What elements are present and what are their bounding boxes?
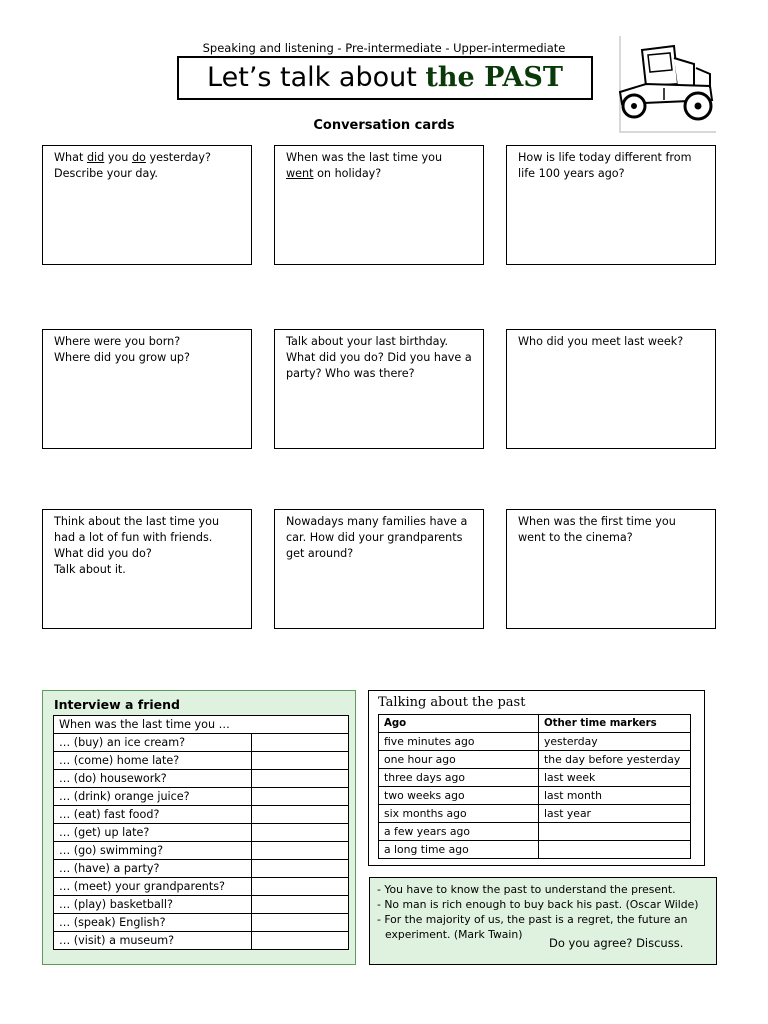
- table-row: [379, 805, 691, 823]
- page-title: [177, 62, 593, 93]
- card-line: Who did you meet last week?: [518, 335, 684, 348]
- table-row: [379, 733, 691, 751]
- table-row: [379, 823, 691, 841]
- card-line: What did you do yesterday?: [54, 151, 211, 164]
- subtitle: Speaking and listening - Pre-intermediate - Upper-intermediate: [202, 41, 566, 55]
- conversation-card: [506, 145, 716, 265]
- time-marker-cell: [539, 841, 691, 859]
- table-row: [54, 752, 349, 770]
- card-line: Nowadays many families have a: [286, 515, 468, 528]
- card-line: went to the cinema?: [518, 531, 633, 544]
- time-marker-cell: the day before yesterday: [539, 751, 691, 769]
- card-line: What did you do? Did you have a: [286, 351, 472, 364]
- quote-line: experiment. (Mark Twain): [385, 928, 523, 941]
- table-row: [379, 751, 691, 769]
- card-line: party? Who was there?: [286, 367, 415, 380]
- quote-line: - No man is rich enough to buy back his past. (Oscar Wilde): [377, 898, 699, 911]
- table-row: [379, 787, 691, 805]
- table-row: [54, 896, 349, 914]
- conversation-card: [506, 329, 716, 449]
- ago-cell: two weeks ago: [379, 787, 539, 805]
- card-line: How is life today different from: [518, 151, 692, 164]
- quote-line: - For the majority of us, the past is a regret, the future an: [377, 913, 688, 926]
- interview-question: … (get) up late?: [54, 824, 252, 842]
- card-line: Think about the last time you: [54, 515, 220, 528]
- table-row: [379, 841, 691, 859]
- quote-line: - You have to know the past to understand the present.: [377, 883, 676, 896]
- answer-cell: [252, 788, 349, 806]
- time-marker-cell: last month: [539, 787, 691, 805]
- card-line: life 100 years ago?: [518, 167, 625, 180]
- answer-cell: [252, 842, 349, 860]
- table-row: [379, 769, 691, 787]
- answer-cell: [252, 860, 349, 878]
- conversation-card: [274, 329, 484, 449]
- answer-cell: [252, 734, 349, 752]
- ago-cell: one hour ago: [379, 751, 539, 769]
- ago-cell: a few years ago: [379, 823, 539, 841]
- interview-question: … (meet) your grandparents?: [54, 878, 252, 896]
- interview-title: Interview a friend: [54, 697, 180, 712]
- interview-question: … (have) a party?: [54, 860, 252, 878]
- card-line: What did you do?: [54, 547, 152, 560]
- card-line: When was the first time you: [518, 515, 676, 528]
- answer-cell: [252, 932, 349, 950]
- card-line: car. How did your grandparents: [286, 531, 463, 544]
- answer-cell: [252, 914, 349, 932]
- conversation-card: [506, 509, 716, 629]
- card-line: Where did you grow up?: [54, 351, 190, 364]
- answer-cell: [252, 770, 349, 788]
- table-row: [54, 788, 349, 806]
- interview-question: … (speak) English?: [54, 914, 252, 932]
- table-row: [54, 860, 349, 878]
- interview-question: … (drink) orange juice?: [54, 788, 252, 806]
- interview-question: … (come) home late?: [54, 752, 252, 770]
- ago-cell: three days ago: [379, 769, 539, 787]
- card-line: went on holiday?: [286, 167, 382, 180]
- conversation-card: [42, 509, 252, 629]
- column-header-other: Other time markers: [539, 715, 691, 733]
- table-row: [54, 734, 349, 752]
- answer-cell: [252, 752, 349, 770]
- table-row: [54, 806, 349, 824]
- card-line: Describe your day.: [54, 167, 158, 180]
- past-title: Talking about the past: [378, 695, 526, 710]
- table-row: [54, 878, 349, 896]
- conversation-card: [274, 509, 484, 629]
- answer-cell: [252, 806, 349, 824]
- card-line: had a lot of fun with friends.: [54, 531, 213, 544]
- conversation-card: [42, 145, 252, 265]
- interview-question: … (visit) a museum?: [54, 932, 252, 950]
- ago-cell: a long time ago: [379, 841, 539, 859]
- card-line: Talk about it.: [54, 563, 126, 576]
- time-marker-cell: last year: [539, 805, 691, 823]
- answer-cell: [252, 824, 349, 842]
- column-header-ago: Ago: [379, 715, 539, 733]
- ago-cell: six months ago: [379, 805, 539, 823]
- interview-prompt: When was the last time you …: [54, 716, 349, 734]
- interview-question: … (play) basketball?: [54, 896, 252, 914]
- discuss-prompt: Do you agree? Discuss.: [549, 936, 684, 950]
- time-marker-cell: yesterday: [539, 733, 691, 751]
- time-markers-table: [378, 714, 691, 859]
- answer-cell: [252, 896, 349, 914]
- table-row: [54, 932, 349, 950]
- interview-question: … (buy) an ice cream?: [54, 734, 252, 752]
- conversation-card: [274, 145, 484, 265]
- card-line: Where were you born?: [54, 335, 181, 348]
- conversation-cards-heading: Conversation cards: [313, 118, 455, 133]
- title-plain: Let’s talk about: [207, 62, 426, 93]
- interview-question: … (eat) fast food?: [54, 806, 252, 824]
- card-line: get around?: [286, 547, 354, 560]
- table-row: [54, 770, 349, 788]
- card-line: When was the last time you: [286, 151, 443, 164]
- ago-cell: five minutes ago: [379, 733, 539, 751]
- interview-table: [53, 715, 349, 950]
- interview-question: … (do) housework?: [54, 770, 252, 788]
- interview-question: … (go) swimming?: [54, 842, 252, 860]
- title-emphasis: the PAST: [425, 62, 563, 93]
- card-line: Talk about your last birthday.: [286, 335, 449, 348]
- time-marker-cell: last week: [539, 769, 691, 787]
- table-row: [54, 824, 349, 842]
- table-row: [54, 914, 349, 932]
- table-row: [54, 842, 349, 860]
- time-marker-cell: [539, 823, 691, 841]
- conversation-card: [42, 329, 252, 449]
- answer-cell: [252, 878, 349, 896]
